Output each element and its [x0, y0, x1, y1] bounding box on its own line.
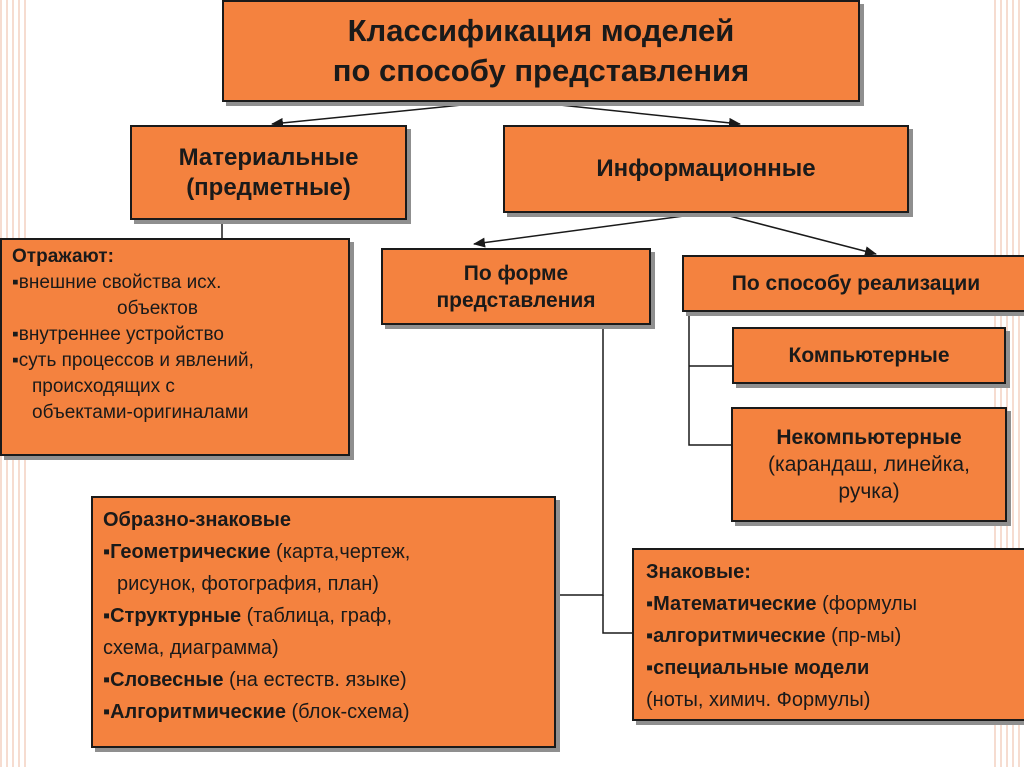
sign-item	[646, 652, 1020, 684]
by-realization-label: По способу реализации	[731, 272, 981, 295]
noncomputer-example-1: (карандаш, линейка,	[768, 453, 970, 476]
figurative-item	[103, 568, 544, 600]
arrow-info-to-form	[474, 212, 714, 244]
figurative-item-rest: (таблица, граф,	[241, 605, 392, 627]
informational-label: Информационные	[596, 155, 816, 182]
sign-item	[646, 588, 1020, 620]
figurative-item-bold: ▪Геометрические	[103, 541, 271, 563]
reflect-item: ▪внешние свойства исх.	[12, 272, 222, 293]
figurative-item	[103, 600, 544, 632]
arrow-info-to-realization	[714, 212, 876, 254]
sign-item	[646, 684, 1020, 716]
reflect-item: ▪внутреннее устройство	[12, 324, 224, 345]
line-form-to-sign	[603, 595, 633, 633]
noncomputer-label: Некомпьютерные	[776, 426, 962, 449]
by-realization-box	[682, 255, 1024, 312]
figurative-box	[91, 496, 556, 748]
sign-item-rest: (формулы	[816, 593, 918, 615]
figurative-item-rest: схема, диаграмма)	[103, 637, 279, 659]
noncomputer-box	[731, 407, 1007, 522]
figurative-item-rest: (на естеств. языке)	[223, 669, 407, 691]
material-line-1: Материальные	[178, 143, 359, 171]
line-form-to-figurative	[556, 325, 603, 595]
by-form-box	[381, 248, 651, 325]
title-line-1: Классификация моделей	[347, 13, 735, 48]
figurative-item	[103, 696, 544, 728]
reflect-box	[0, 238, 350, 456]
figurative-item-bold: ▪Структурные	[103, 605, 242, 627]
noncomputer-example-2: ручка)	[838, 480, 900, 503]
computer-label: Компьютерные	[788, 344, 950, 367]
title-box	[222, 0, 860, 102]
figurative-item	[103, 632, 544, 664]
line-realization-branch	[689, 312, 733, 445]
figurative-item	[103, 664, 544, 696]
reflect-heading: Отражают:	[12, 246, 114, 267]
figurative-item-rest: (блок-схема)	[285, 701, 410, 723]
sign-heading: Знаковые:	[646, 561, 751, 583]
computer-box	[732, 327, 1006, 384]
sign-item-rest: (пр-мы)	[825, 625, 902, 647]
figurative-heading: Образно-знаковые	[103, 509, 291, 531]
reflect-item: объектов	[117, 298, 198, 319]
sign-item-bold: ▪Математические	[646, 593, 817, 615]
reflect-item: ▪суть процессов и явлений,	[12, 350, 254, 371]
sign-item-bold: ▪алгоритмические	[646, 625, 826, 647]
figurative-item-rest: (карта,чертеж,	[270, 541, 411, 563]
figurative-item	[103, 536, 544, 568]
sign-item-bold: ▪специальные модели	[646, 657, 870, 679]
material-box	[130, 125, 407, 220]
sign-box	[632, 548, 1024, 721]
reflect-item: происходящих с	[32, 376, 175, 397]
figurative-item-rest: рисунок, фотография, план)	[117, 573, 379, 595]
title-line-2: по способу представления	[332, 53, 750, 88]
sign-item-rest: (ноты, химич. Формулы)	[646, 689, 871, 711]
by-form-line-1: По форме	[463, 261, 569, 285]
reflect-item: объектами-оригиналами	[32, 402, 249, 423]
sign-item	[646, 620, 1020, 652]
material-line-2: (предметные)	[186, 173, 351, 201]
by-form-line-2: представления	[436, 288, 596, 312]
informational-box	[503, 125, 909, 213]
arrow-title-to-material	[272, 100, 512, 124]
figurative-item-bold: ▪Словесные	[103, 669, 224, 691]
arrow-title-to-informational	[512, 100, 740, 124]
figurative-item-bold: ▪Алгоритмические	[103, 701, 286, 723]
